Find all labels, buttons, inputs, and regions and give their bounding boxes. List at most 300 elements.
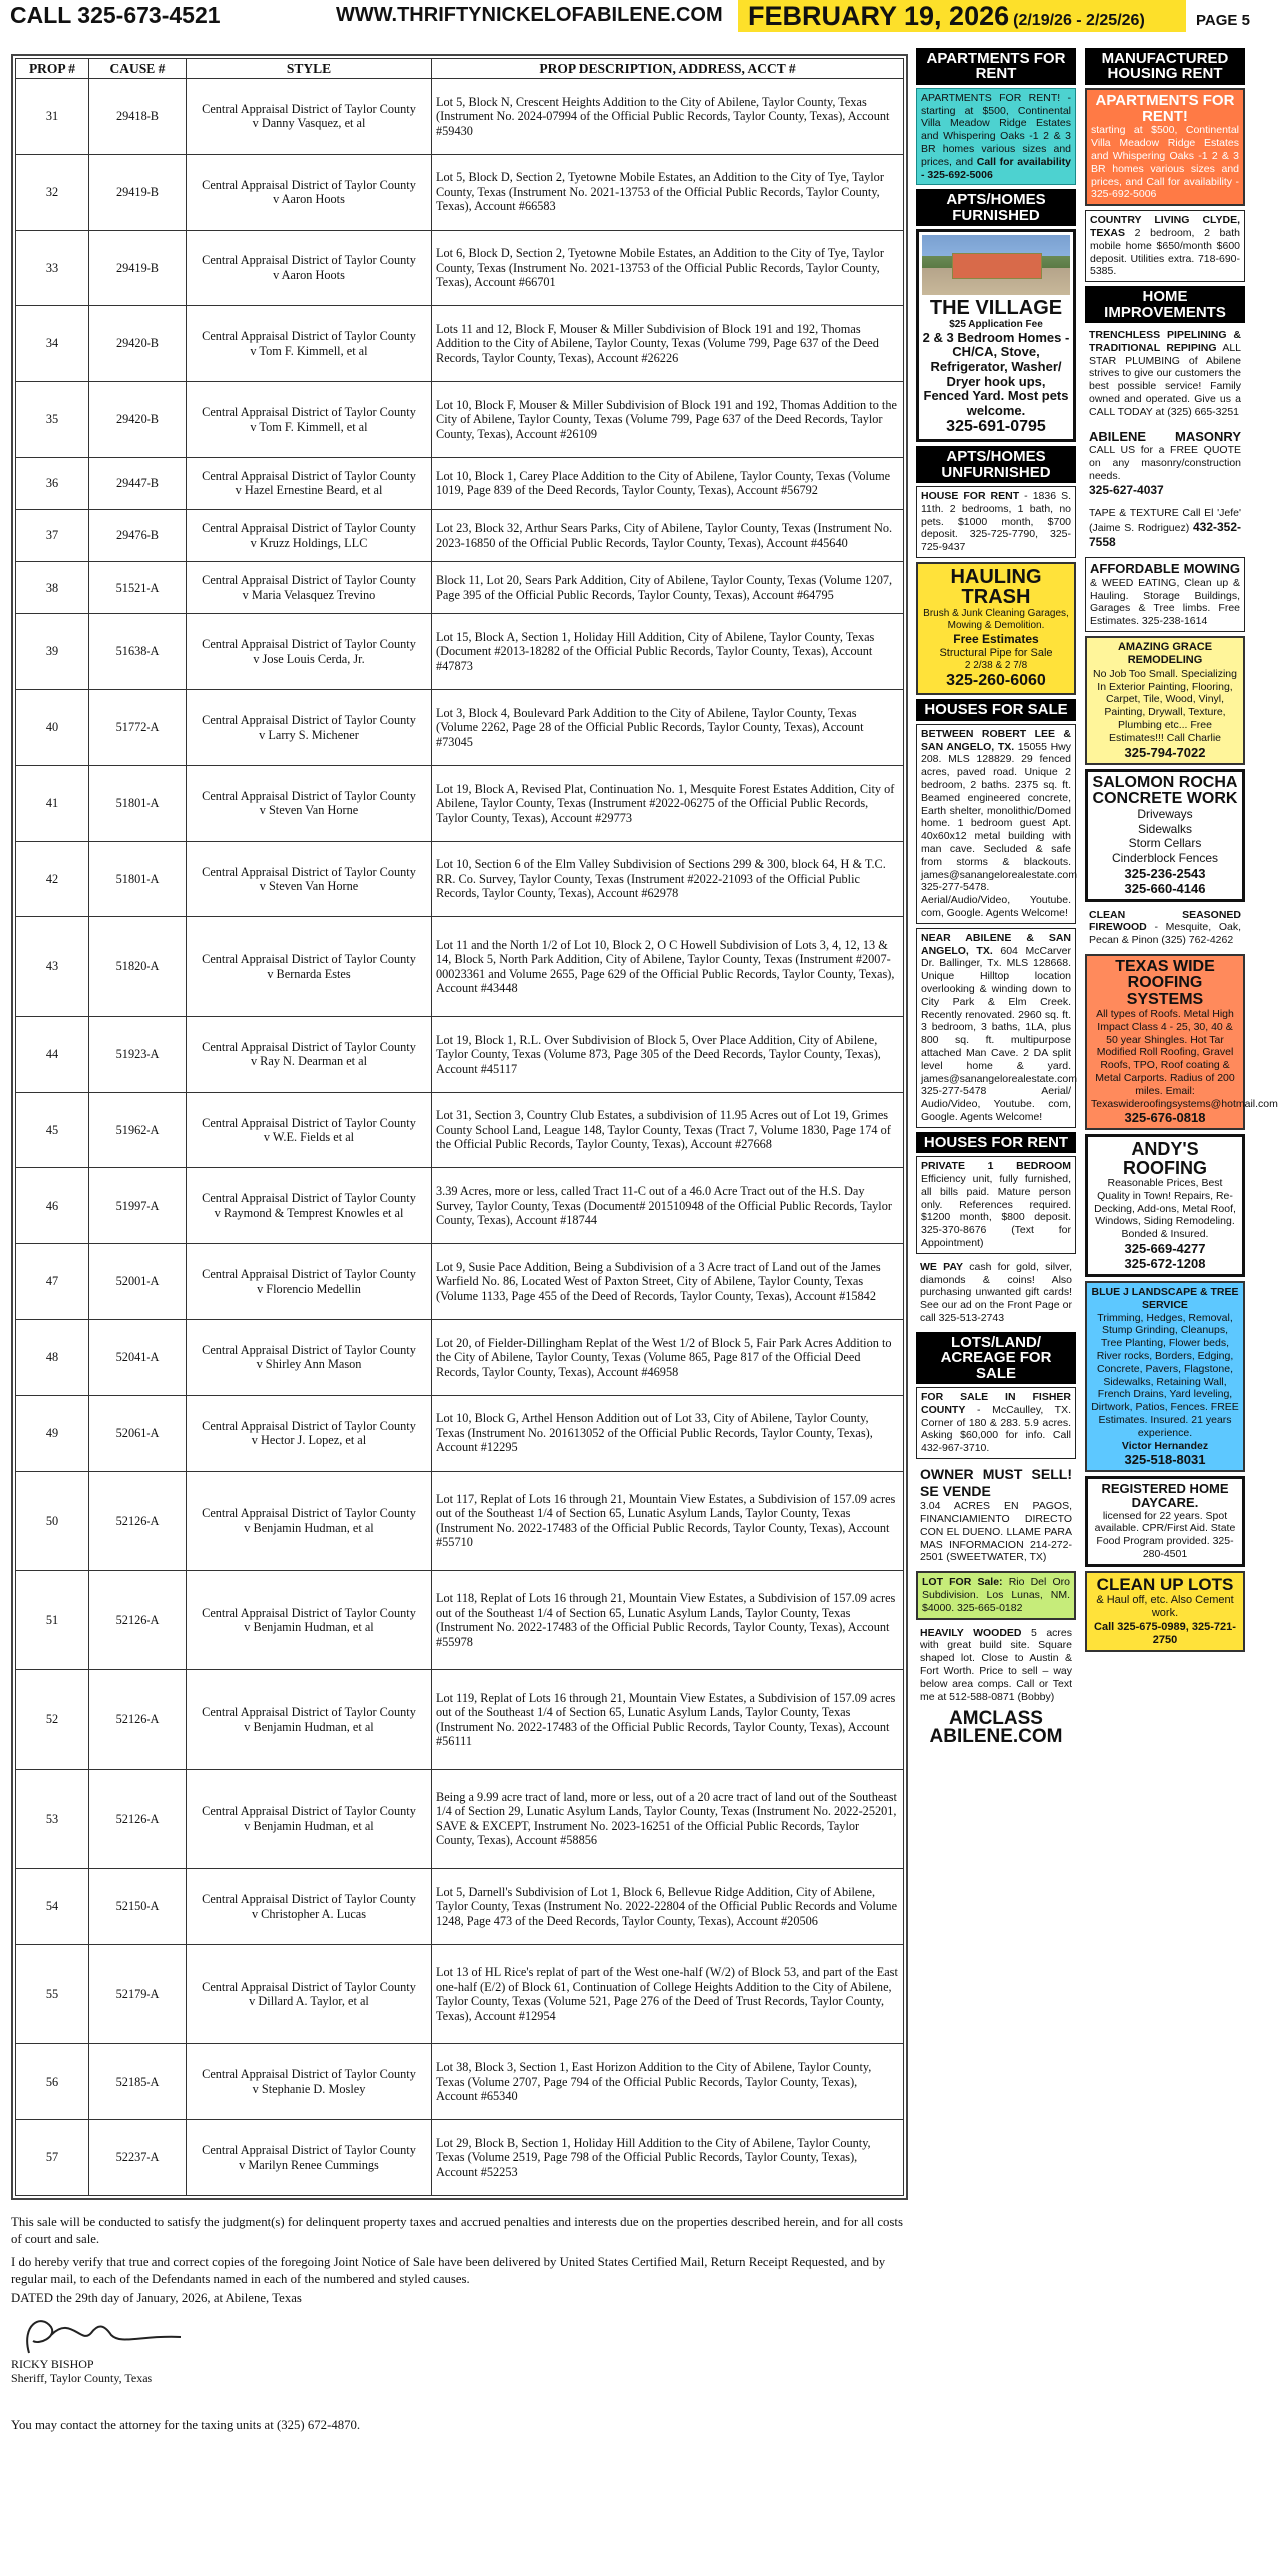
cause-number-cell: 51801-A bbox=[89, 841, 187, 917]
cause-number-cell: 51962-A bbox=[89, 1092, 187, 1168]
hauling-body: Brush & Junk Cleaning Garages, Mowing & Demolition. bbox=[923, 607, 1069, 632]
masonry-phone: 325-627-4037 bbox=[1089, 482, 1164, 497]
style-cell bbox=[187, 1016, 432, 1092]
cause-number-cell: 51638-A bbox=[89, 614, 187, 690]
style-line: v Aaron Hoots bbox=[273, 267, 345, 282]
firewood-ad[interactable] bbox=[1085, 906, 1245, 950]
roofing-title: TEXAS WIDE ROOFING SYSTEMS bbox=[1115, 958, 1215, 1008]
style-cell bbox=[187, 79, 432, 155]
daycare-title: REGISTERED HOME DAYCARE. bbox=[1101, 1481, 1229, 1511]
tape-texture-ad[interactable] bbox=[1085, 504, 1245, 552]
cause-number-cell: 51772-A bbox=[89, 690, 187, 766]
ad-text: 5 acres with great build site. Square shaped lot. Close to Austin & Fort Worth. Price to sell – way below area comps. Call or Text me at 512-588-0871 (Bobby) bbox=[920, 1626, 1072, 1703]
prop-number-cell: 41 bbox=[16, 765, 89, 841]
prop-number-cell: 50 bbox=[16, 1471, 89, 1570]
classifieds-column-2 bbox=[916, 48, 1076, 2558]
style-line: v Jose Louis Cerda, Jr. bbox=[253, 651, 365, 666]
style-cell bbox=[187, 614, 432, 690]
prop-number-cell: 49 bbox=[16, 1395, 89, 1471]
prop-number-cell: 48 bbox=[16, 1319, 89, 1395]
prop-number-cell: 51 bbox=[16, 1570, 89, 1669]
ad-text: licensed for 22 years. Spot available. CPR/First Aid. State Food Program provided. 325-280-4501 bbox=[1094, 1509, 1236, 1561]
prop-number-cell: 32 bbox=[16, 154, 89, 230]
prop-number-cell: 57 bbox=[16, 2120, 89, 2196]
lot-for-sale-ad[interactable] bbox=[916, 1571, 1076, 1619]
ad-bold-text: Call for availability - 325-692-5006 bbox=[921, 155, 1071, 181]
style-cell bbox=[187, 457, 432, 509]
style-line: Central Appraisal District of Taylor County bbox=[202, 329, 416, 344]
style-line: v Raymond & Temprest Knowles et al bbox=[214, 1205, 404, 1220]
style-line: Central Appraisal District of Taylor County bbox=[202, 573, 416, 588]
hauling-pipe: Structural Pipe for Sale bbox=[939, 646, 1053, 659]
style-cell bbox=[187, 230, 432, 306]
bluej-phone: 325-518-8031 bbox=[1124, 1452, 1206, 1468]
prop-number-cell: 37 bbox=[16, 510, 89, 562]
column-header: STYLE bbox=[187, 59, 432, 79]
style-line: Central Appraisal District of Taylor County bbox=[202, 468, 416, 483]
sheriff-name: RICKY BISHOP bbox=[11, 2357, 94, 2371]
table-row bbox=[16, 457, 904, 509]
bluej-title: BLUE J LANDSCAPE & TREE SERVICE bbox=[1091, 1286, 1239, 1311]
style-cell bbox=[187, 1168, 432, 1244]
ad-bold-text: NEAR ABILENE & SAN ANGELO, TX. bbox=[921, 931, 1071, 957]
style-line: Central Appraisal District of Taylor County bbox=[202, 1115, 416, 1130]
header-url[interactable]: WWW.THRIFTYNICKELOFABILENE.COM bbox=[336, 4, 723, 26]
style-cell bbox=[187, 1570, 432, 1669]
cause-number-cell: 52185-A bbox=[89, 2044, 187, 2120]
ad-bold-text: FOR SALE IN FISHER COUNTY bbox=[921, 1391, 1071, 1416]
table-row bbox=[16, 562, 904, 614]
owner-must-sell-ad[interactable] bbox=[916, 1463, 1076, 1567]
cause-number-cell: 52150-A bbox=[89, 1869, 187, 1945]
signature-block bbox=[11, 2357, 908, 2386]
table-row bbox=[16, 917, 904, 1016]
ad-text: Trimming, Hedges, Removal, Stump Grinding, Cleanups, Tree Planting, Flower beds, River rocks, Borders, Edging, Concrete, Pavers, Flagstone, Sidewalks, Retaining Wall, French Drains, Yard leveling, Dirtwork, Patios, Fences. FREE Estimates. Insured. 21 years experience. bbox=[1091, 1311, 1239, 1439]
salomon-phone: 325-660-4146 bbox=[1124, 880, 1206, 896]
style-line: Central Appraisal District of Taylor County bbox=[202, 1506, 416, 1521]
property-description-cell: Lot 5, Darnell's Subdivision of Lot 1, Block 6, Bellevue Ridge Addition, City of Abilene, Taylor County, Texas (Instrument No. 2022-22804 of the Official Public Records and Volume 1248, Page 473 of the Deed Records, Taylor County, Texas), Account #20506 bbox=[432, 1869, 904, 1945]
cause-number-cell: 29476-B bbox=[89, 510, 187, 562]
house-for-rent-ad[interactable] bbox=[916, 486, 1076, 558]
prop-number-cell: 42 bbox=[16, 841, 89, 917]
page-number: PAGE 5 bbox=[1196, 12, 1250, 29]
prop-number-cell: 33 bbox=[16, 230, 89, 306]
prop-number-cell: 34 bbox=[16, 306, 89, 382]
style-line: Central Appraisal District of Taylor County bbox=[202, 1342, 416, 1357]
column-header: CAUSE # bbox=[89, 59, 187, 79]
cause-number-cell: 29418-B bbox=[89, 79, 187, 155]
prop-number-cell: 31 bbox=[16, 79, 89, 155]
ad-text: 3.04 ACRES EN PAGOS, FINANCIAMIENTO DIRECTO CON EL DUENO. LLAME PARA MAS INFORMACION 214-272-2501 (SWEETWATER, TX) bbox=[920, 1500, 1072, 1564]
issue-date: FEBRUARY 19, 2026 bbox=[748, 1, 1010, 31]
style-line: Central Appraisal District of Taylor County bbox=[202, 1804, 416, 1819]
style-line: v Stephanie D. Mosley bbox=[252, 2081, 366, 2096]
manufactured-housing-ad[interactable] bbox=[1085, 88, 1245, 206]
ad-bold-text: PRIVATE 1 BEDROOM bbox=[921, 1160, 1071, 1173]
section-header-furnished: APTS/HOMES FURNISHED bbox=[916, 189, 1076, 226]
style-line: v Steven Van Horne bbox=[259, 879, 359, 894]
texas-wide-roofing-ad[interactable] bbox=[1085, 954, 1278, 1130]
prop-number-cell: 38 bbox=[16, 562, 89, 614]
salomon-service: Cinderblock Fences bbox=[1111, 851, 1219, 865]
cause-number-cell: 29419-B bbox=[89, 230, 187, 306]
ad-text: starting at $500, Continental Villa Meadow Ridge Estates and Whispering Oaks -1 2 & 3 BR homes various sizes and prices, and Call for availability - 325-692-5006 bbox=[1091, 124, 1239, 201]
table-row bbox=[16, 841, 904, 917]
abilene-masonry-ad[interactable] bbox=[1085, 426, 1245, 501]
style-line: v Dillard A. Taylor, et al bbox=[249, 1994, 369, 2009]
cause-number-cell: 51521-A bbox=[89, 562, 187, 614]
village-body: 2 & 3 Bedroom Homes - CH/CA, Stove, Refrigerator, Washer/ Dryer hook ups, Fenced Yard. Most pets welcome. bbox=[922, 329, 1070, 418]
ad-bold-text: ABILENE MASONRY bbox=[1089, 428, 1241, 444]
ad-text: & WEED EATING, Clean up & Hauling. Storage Buildings, Garages & Tree limbs. Free Estimates. 325-238-1614 bbox=[1090, 576, 1240, 628]
cleanup-phone: Call 325-675-0989, 325-721-2750 bbox=[1094, 1620, 1236, 1646]
style-line: v Benjamin Hudman, et al bbox=[244, 1719, 374, 1734]
property-description-cell: Lot 10, Section 6 of the Elm Valley Subdivision of Sections 299 & 300, block 64, H & T.C. RR. Co. Survey, Taylor County, Texas (Instrument #2022-21093 of the Official Public Records, Taylor County, Texas), Account #62978 bbox=[432, 841, 904, 917]
table-row bbox=[16, 79, 904, 155]
style-line: v Maria Velasquez Trevino bbox=[242, 587, 376, 602]
issue-date-range: (2/19/26 - 2/25/26) bbox=[1013, 12, 1145, 29]
table-row bbox=[16, 1869, 904, 1945]
section-header-home-improvements: HOME IMPROVEMENTS bbox=[1085, 286, 1245, 323]
prop-number-cell: 44 bbox=[16, 1016, 89, 1092]
property-description-cell: Lot 5, Block D, Section 2, Tyetowne Mobile Estates, an Addition to the City of Tye, Taylor County, Texas (Instrument No. 2021-13753 of the Official Public Records, Taylor County, Texas), Account #66583 bbox=[432, 154, 904, 230]
prop-number-cell: 39 bbox=[16, 614, 89, 690]
amazing-grace-ad[interactable] bbox=[1085, 636, 1245, 765]
property-description-cell: Being a 9.99 acre tract of land, more or less, out of a 20 acre tract of land out of the Southeast 1/4 of Section 29, Lunatic Asylum Lands, Taylor County, Texas (Instrument No. 2022-25201, SAVE & EXCEPT, Instrument No. 2023-16251 of the Official Public Records, Taylor County, Texas), Account #58856 bbox=[432, 1769, 904, 1868]
table-row bbox=[16, 1395, 904, 1471]
style-line: v Danny Vasquez, et al bbox=[252, 116, 366, 131]
fisher-county-ad[interactable] bbox=[916, 1387, 1076, 1459]
style-cell bbox=[187, 2120, 432, 2196]
hauling-title: HAULING TRASH bbox=[950, 566, 1042, 609]
style-line: Central Appraisal District of Taylor County bbox=[202, 1039, 416, 1054]
prop-number-cell: 54 bbox=[16, 1869, 89, 1945]
cause-number-cell: 29447-B bbox=[89, 457, 187, 509]
table-row bbox=[16, 1244, 904, 1320]
prop-number-cell: 36 bbox=[16, 457, 89, 509]
verification-statement: I do hereby verify that true and correct copies of the foregoing Joint Notice of Sale have been delivered by United States Certified Mail, Return Receipt Requested, and by regular mail, to each of the Defendants named in each of the numbered and styled causes. bbox=[11, 2255, 886, 2287]
prop-number-cell: 46 bbox=[16, 1168, 89, 1244]
salomon-service: Storm Cellars bbox=[1128, 836, 1202, 851]
andys-roofing-ad[interactable] bbox=[1085, 1134, 1245, 1277]
property-description-cell: Lot 13 of HL Rice's replat of part of the West one-half (W/2) of Block 53, and part of the East one-half (E/2) of Block 61, Continuation of College Heights Addition to the City of Abilene, Taylor County, Texas (Volume 521, Page 276 of the Deed of Trust Records, Taylor County, Texas), Account #12954 bbox=[432, 1944, 904, 2043]
ad-text: Reasonable Prices, Best Quality in Town! Repairs, Re-Decking, Add-ons, Metal Roof, Windows, Siding Remodeling. Bonded & Insured. bbox=[1094, 1177, 1236, 1241]
style-line: v Ray N. Dearman et al bbox=[250, 1054, 368, 1069]
section-header-apartments-for-rent: APARTMENTS FOR RENT bbox=[916, 48, 1076, 85]
andys-title: ANDY'S ROOFING bbox=[1123, 1139, 1207, 1178]
style-cell bbox=[187, 1869, 432, 1945]
style-cell bbox=[187, 1670, 432, 1769]
table-row bbox=[16, 1168, 904, 1244]
style-line: Central Appraisal District of Taylor County bbox=[202, 177, 416, 192]
style-line: Central Appraisal District of Taylor County bbox=[202, 864, 416, 879]
style-cell bbox=[187, 1319, 432, 1395]
grace-phone: 325-794-7022 bbox=[1124, 744, 1206, 760]
header-phone: CALL 325-673-4521 bbox=[10, 2, 221, 28]
style-cell bbox=[187, 841, 432, 917]
style-line: Central Appraisal District of Taylor County bbox=[202, 952, 416, 967]
table-row bbox=[16, 614, 904, 690]
ad-text: - McCaulley, TX. Corner of 180 & 283. 5.9 acres. Asking $60,000 for info. Call 432-967-3710. bbox=[921, 1403, 1071, 1455]
style-cell bbox=[187, 1092, 432, 1168]
table-row bbox=[16, 690, 904, 766]
cause-number-cell: 51820-A bbox=[89, 917, 187, 1016]
ad-bold-text: CLEAN SEASONED FIREWOOD bbox=[1089, 908, 1241, 934]
ad-text: 2 bedroom, 2 bath mobile home $650/month $600 deposit. Utilities extra. 718-690-5385. bbox=[1090, 226, 1240, 278]
style-line: Central Appraisal District of Taylor County bbox=[202, 2067, 416, 2082]
hauling-sizes: 2 2/38 & 2 7/8 bbox=[964, 660, 1028, 672]
cause-number-cell: 52126-A bbox=[89, 1769, 187, 1868]
ad-bold-text: AFFORDABLE MOWING bbox=[1090, 560, 1240, 576]
style-line: Central Appraisal District of Taylor County bbox=[202, 713, 416, 727]
sheriff-title: Sheriff, Taylor County, Texas bbox=[11, 2371, 153, 2386]
cause-number-cell: 51801-A bbox=[89, 765, 187, 841]
ad-text: CALL US for a FREE QUOTE on any masonry/construction needs. bbox=[1089, 444, 1241, 483]
page-header bbox=[0, 0, 1250, 34]
table-row bbox=[16, 154, 904, 230]
robert-lee-house-ad[interactable] bbox=[916, 724, 1076, 924]
property-description-cell: Lot 3, Block 4, Boulevard Park Addition to the City of Abilene, Taylor County, Texas (Volume 2262, Page 28 of the Official Public Records, Taylor County, Texas), Account #73045 bbox=[432, 690, 904, 766]
style-line: v Hazel Ernestine Beard, et al bbox=[235, 483, 383, 498]
ad-bold-text: LOT FOR Sale: bbox=[922, 1576, 1003, 1589]
style-line: v Bernarda Estes bbox=[267, 966, 351, 981]
cause-number-cell: 29419-B bbox=[89, 154, 187, 230]
style-line: v Hector J. Lopez, et al bbox=[251, 1433, 367, 1448]
table-row bbox=[16, 1944, 904, 2043]
cause-number-cell: 29420-B bbox=[89, 382, 187, 458]
classifieds-column-3 bbox=[1085, 48, 1278, 2558]
blue-j-landscape-ad[interactable] bbox=[1085, 1281, 1245, 1472]
style-line: v Marilyn Renee Cummings bbox=[239, 2157, 379, 2172]
style-line: v Kruzz Holdings, LLC bbox=[250, 535, 368, 550]
prop-number-cell: 45 bbox=[16, 1092, 89, 1168]
style-cell bbox=[187, 1944, 432, 2043]
style-line: Central Appraisal District of Taylor County bbox=[202, 637, 416, 652]
column-header: PROP # bbox=[16, 59, 89, 79]
salomon-rocha-ad[interactable] bbox=[1085, 769, 1245, 902]
amclass-logo[interactable]: AMCLASS ABILENE.COM bbox=[929, 1708, 1063, 1748]
ad-text: All types of Roofs. Metal High Impact Class 4 - 25, 30, 40 & 50 year Shingles. Hot Tar Modified Roll Roofing, Gravel Roofs, TPO, Roof coating & Metal Carports. Radius of 200 miles. Email: Texaswideroofingsystems@hotmail.com bbox=[1091, 1007, 1278, 1110]
style-cell bbox=[187, 690, 432, 766]
style-line: Central Appraisal District of Taylor County bbox=[202, 253, 416, 268]
property-description-cell: Lot 15, Block A, Section 1, Holiday Hill Addition, City of Abilene, Taylor County, Texas (Document #2013-18282 of the Official Public Records, Taylor County, Texas), Account #47873 bbox=[432, 614, 904, 690]
heavily-wooded-ad[interactable] bbox=[916, 1624, 1076, 1707]
property-description-cell: Lot 38, Block 3, Section 1, East Horizon Addition to the City of Abilene, Taylor County, Texas (Volume 2707, Page 794 of the Official Public Records, Taylor County, Texas), Account #65340 bbox=[432, 2044, 904, 2120]
property-description-cell: Lot 6, Block D, Section 2, Tyetowne Mobile Estates, an Addition to the City of Tye, Taylor County, Texas (Instrument No. 2021-13753 of the Official Public Records, Taylor County, Texas), Account #66701 bbox=[432, 230, 904, 306]
style-line: Central Appraisal District of Taylor County bbox=[202, 1705, 416, 1720]
village-phone: 325-691-0795 bbox=[946, 418, 1046, 436]
property-description-cell: Lot 119, Replat of Lots 16 through 21, Mountain View Estates, a Subdivision of 157.09 acres out of the Southeast 1/4 of Section 65, Lunatic Asylum Lands, Taylor County, Texas (Instrument No. 2022-17483 of the Official Public Records, Taylor County, Texas), Account #56111 bbox=[432, 1670, 904, 1769]
property-description-cell: Lot 11 and the North 1/2 of Lot 10, Block 2, O C Howell Subdivision of Lots 3, 4, 12, 13 & 14, Block 5, North Park Addition, City of Abilene, Taylor County, Texas (Instrument #2007-00023361 and Volume 2655, Page 629 of the Official Public Records, Taylor County, Texas), Account #43448 bbox=[432, 917, 904, 1016]
ad-text: Rio Del Oro Subdivision. Los Lunas, NM. $4000. 325-665-0182 bbox=[922, 1576, 1071, 1614]
table-row bbox=[16, 1471, 904, 1570]
property-description-cell: Lot 19, Block 1, R.L. Over Subdivision of Block 5, Over Place Addition, City of Abilene, Taylor County, Texas (Volume 873, Page 305 of the Deed Records, Taylor County, Texas), Account #45117 bbox=[432, 1016, 904, 1092]
style-cell bbox=[187, 1471, 432, 1570]
property-description-cell: Lot 23, Block 32, Arthur Sears Parks, City of Abilene, Taylor County, Texas (Instrument No. 2023-16850 of the Official Public Records, Taylor County, Texas), Account #45640 bbox=[432, 510, 904, 562]
ad-text: No Job Too Small. Specializing In Exterior Painting, Flooring, Carpet, Tile, Wood, Vinyl, Painting, Drywall, Texture, Plumbing etc... Free Estimates!!! Call Charlie bbox=[1093, 667, 1237, 744]
prop-number-cell: 43 bbox=[16, 917, 89, 1016]
table-row bbox=[16, 765, 904, 841]
hauling-phone: 325-260-6060 bbox=[946, 672, 1046, 690]
tape-phone: 432-352-7558 bbox=[1089, 520, 1242, 550]
style-cell bbox=[187, 382, 432, 458]
table-row bbox=[16, 382, 904, 458]
style-line: Central Appraisal District of Taylor County bbox=[202, 1191, 416, 1206]
prop-number-cell: 53 bbox=[16, 1769, 89, 1868]
section-header-lots-land: LOTS/LAND/ ACREAGE FOR SALE bbox=[916, 1332, 1076, 1384]
prop-number-cell: 40 bbox=[16, 690, 89, 766]
style-line: v Benjamin Hudman, et al bbox=[244, 1818, 374, 1833]
cause-number-cell: 52237-A bbox=[89, 2120, 187, 2196]
header-date-banner bbox=[738, 0, 1186, 32]
ad-text: - Mesquite, Oak, Pecan & Pinon (325) 762-4262 bbox=[1089, 921, 1241, 947]
hauling-free: Free Estimates bbox=[953, 632, 1039, 647]
style-line: Central Appraisal District of Taylor County bbox=[202, 1418, 416, 1433]
table-row bbox=[16, 1092, 904, 1168]
clean-up-lots-ad[interactable] bbox=[1085, 1571, 1245, 1652]
style-line: Central Appraisal District of Taylor County bbox=[202, 1267, 416, 1282]
style-line: v Larry S. Michener bbox=[259, 727, 359, 742]
sheriff-signature bbox=[11, 2305, 191, 2365]
property-description-cell: Lot 10, Block G, Arthel Henson Addition out of Lot 33, City of Abilene, Taylor County, Texas (Instrument No. 201613052 of the Official Public Records, Taylor County, Texas), Account #12295 bbox=[432, 1395, 904, 1471]
style-cell bbox=[187, 1769, 432, 1868]
property-description-cell: Lot 19, Block A, Revised Plat, Continuation No. 1, Mesquite Forest Estates Addition, City of Abilene, Taylor County, Texas (Instrument #2022-06275 of the Official Public Records, Taylor County, Texas), Account #29773 bbox=[432, 765, 904, 841]
property-description-cell: Lot 9, Susie Pace Addition, Being a Subdivision of a 3 Acre tract of Land out of the James Warfield No. 86, Located West of Paxton Street, City of Abilene, Taylor County, Texas (Volume 1133, Page 455 of the Deed of Records, Taylor County, Texas), Account #15842 bbox=[432, 1244, 904, 1320]
ad-bold-text: COUNTRY LIVING CLYDE, TEXAS bbox=[1090, 214, 1240, 239]
style-line: Central Appraisal District of Taylor County bbox=[202, 1605, 416, 1620]
style-line: v Tom F. Kimmell, et al bbox=[250, 419, 368, 434]
style-cell bbox=[187, 765, 432, 841]
prop-number-cell: 52 bbox=[16, 1670, 89, 1769]
andys-phone: 325-672-1208 bbox=[1124, 1256, 1206, 1272]
style-line: v Steven Van Horne bbox=[259, 803, 359, 818]
table-row bbox=[16, 1570, 904, 1669]
style-line: v Benjamin Hudman, et al bbox=[244, 1520, 374, 1535]
style-line: v W.E. Fields et al bbox=[263, 1130, 355, 1145]
section-header-manufactured-housing: MANUFACTURED HOUSING RENT bbox=[1085, 48, 1245, 85]
ad-bold-text: OWNER MUST SELL! SE VENDE bbox=[920, 1466, 1072, 1500]
sale-statement: This sale will be conducted to satisfy the judgment(s) for delinquent property taxes and accrued penalties and interests due on the properties described herein, and for all costs of court and sale. bbox=[11, 2215, 903, 2247]
salomon-phone: 325-236-2543 bbox=[1124, 865, 1206, 881]
table-row bbox=[16, 1016, 904, 1092]
attorney-contact: You may contact the attorney for the taxing units at (325) 672-4870. bbox=[11, 2418, 361, 2432]
style-line: Central Appraisal District of Taylor County bbox=[202, 2143, 416, 2158]
style-line: v Aaron Hoots bbox=[273, 192, 345, 207]
ad-text: cash for gold, silver, diamonds & coins! Also purchasing unwanted gift cards! See our ad on the Front Page or call 325-513-2743 bbox=[920, 1260, 1072, 1324]
ad-bold-text: WE PAY bbox=[920, 1260, 963, 1273]
property-description-cell: Lot 10, Block 1, Carey Place Addition to the City of Abilene, Taylor County, Texas (Volume 1019, Page 839 of the Deed Records, Taylor County, Texas), Account #56792 bbox=[432, 457, 904, 509]
near-abilene-house-ad[interactable] bbox=[916, 928, 1076, 1128]
style-line: v Tom F. Kimmell, et al bbox=[250, 343, 368, 358]
table-body bbox=[16, 79, 904, 2196]
cause-number-cell: 51997-A bbox=[89, 1168, 187, 1244]
roofing-phone: 325-676-0818 bbox=[1124, 1110, 1206, 1126]
property-description-cell: Lot 31, Section 3, Country Club Estates, a subdivision of 11.95 Acres out of Lot 19, Grimes County School Land, League 148, Taylor County, Texas (Tract 7, Volume 1830, Page 174 of the Official Public Records, Taylor County, Texas), Account #27668 bbox=[432, 1092, 904, 1168]
cause-number-cell: 52126-A bbox=[89, 1670, 187, 1769]
style-cell bbox=[187, 917, 432, 1016]
ad-text: TAPE & TEXTURE Call El 'Jefe' (Jaime S. Rodriguez) bbox=[1089, 507, 1241, 535]
village-title: THE VILLAGE bbox=[929, 297, 1063, 320]
apartments-for-rent-ad[interactable] bbox=[916, 88, 1076, 186]
table-row bbox=[16, 1319, 904, 1395]
table-row bbox=[16, 510, 904, 562]
style-line: Central Appraisal District of Taylor County bbox=[202, 788, 416, 803]
ad-text: - 1836 S. 11th. 2 bedrooms, 1 bath, no pets. $1000 month, $700 deposit. 325-725-7790, 325-725-9437 bbox=[921, 490, 1071, 554]
ad-bold-text: BETWEEN ROBERT LEE & SAN ANGELO, TX. bbox=[921, 727, 1071, 753]
hauling-trash-ad[interactable] bbox=[916, 562, 1076, 695]
ad-text: ALL STAR PLUMBING of Abilene strives to give our customers the best possible service! Family owned and operated. Give us a CALL TODAY at (325) 665-3251 bbox=[1089, 341, 1241, 418]
we-pay-ad[interactable] bbox=[916, 1258, 1076, 1328]
trenchless-pipelining-ad[interactable] bbox=[1085, 326, 1245, 422]
mfg-title: APARTMENTS FOR RENT! bbox=[1095, 91, 1235, 125]
property-description-cell: Lot 5, Block N, Crescent Heights Addition to the City of Abilene, Taylor County, Texas (Instrument No. 2024-07994 of the Official Public Records, Taylor County, Texas), Account #59430 bbox=[432, 79, 904, 155]
column-header: PROP DESCRIPTION, ADDRESS, ACCT # bbox=[432, 59, 904, 79]
private-bedroom-ad[interactable] bbox=[916, 1156, 1076, 1254]
style-cell bbox=[187, 510, 432, 562]
style-line: Central Appraisal District of Taylor County bbox=[202, 1892, 416, 1907]
cause-number-cell: 52061-A bbox=[89, 1395, 187, 1471]
property-description-cell: Lot 118, Replat of Lots 16 through 21, Mountain View Estates, a Subdivision of 157.09 acres out of the Southeast 1/4 of Section 65, Lunatic Asylum Lands, Taylor County, Texas (Instrument No. 2022-17483 of the Official Public Records, Taylor County, Texas), Account #55978 bbox=[432, 1570, 904, 1669]
style-line: v Shirley Ann Mason bbox=[256, 1357, 362, 1372]
dated-line: DATED the 29th day of January, 2026, at Abilene, Texas bbox=[11, 2291, 302, 2305]
property-description-cell: Lot 117, Replat of Lots 16 through 21, Mountain View Estates, a Subdivision of 157.09 acres out of the Southeast 1/4 of Section 65, Lunatic Asylum Lands, Taylor County, Texas (Instrument No. 2022-17483 of the Official Public Records, Taylor County, Texas), Account #55710 bbox=[432, 1471, 904, 1570]
andys-phone: 325-669-4277 bbox=[1124, 1241, 1206, 1257]
table-row bbox=[16, 2120, 904, 2196]
salomon-title: SALOMON ROCHA CONCRETE WORK bbox=[1092, 773, 1238, 807]
country-living-ad[interactable] bbox=[1085, 210, 1245, 282]
table-row bbox=[16, 2044, 904, 2120]
ad-bold-text: HOUSE FOR RENT bbox=[921, 490, 1020, 503]
cleanup-title: CLEAN UP LOTS bbox=[1096, 1574, 1234, 1594]
prop-number-cell: 35 bbox=[16, 382, 89, 458]
village-photo bbox=[922, 235, 1070, 295]
property-description-cell: Lot 20, of Fielder-Dillingham Replat of the West 1/2 of Block 5, Fair Park Acres Addition to the City of Abilene, Taylor County, Texas (Volume 865, Page 817 of the Official Deed Records, Taylor County, Texas), Account #46958 bbox=[432, 1319, 904, 1395]
property-description-cell: 3.39 Acres, more or less, called Tract 11-C out of a 46.0 Acre Tract out of the H.S. Day Survey, Taylor County, Texas (Document# 201510948 of the Official Public Records, Taylor County, Texas), Account #18744 bbox=[432, 1168, 904, 1244]
ad-text: Efficiency unit, fully furnished, all bills paid. Mature person only. References required. $1200 month, $800 deposit. 325-370-8676 (Text for Appointment) bbox=[921, 1173, 1071, 1249]
style-cell bbox=[187, 1244, 432, 1320]
the-village-ad[interactable] bbox=[916, 229, 1076, 442]
home-daycare-ad[interactable] bbox=[1085, 1476, 1245, 1566]
style-cell bbox=[187, 154, 432, 230]
village-fee: $25 Application Fee bbox=[949, 318, 1043, 330]
table-row bbox=[16, 1769, 904, 1868]
affordable-mowing-ad[interactable] bbox=[1085, 557, 1245, 632]
cause-number-cell: 51923-A bbox=[89, 1016, 187, 1092]
ad-text: APARTMENTS FOR RENT! - starting at $500, Continental Villa Meadow Ridge Estates and Whispering Oaks -1 2 & 3 BR homes various sizes and prices, and bbox=[921, 91, 1071, 168]
ad-bold-text: TRENCHLESS PIPELINING & TRADITIONAL REPIPING bbox=[1089, 329, 1241, 354]
cause-number-cell: 29420-B bbox=[89, 306, 187, 382]
property-description-cell: Block 11, Lot 20, Sears Park Addition, City of Abilene, Taylor County, Texas (Volume 1207, Page 395 of the Official Public Records, Taylor County, Texas), Account #64795 bbox=[432, 562, 904, 614]
prop-number-cell: 55 bbox=[16, 1944, 89, 2043]
salomon-service: Sidewalks bbox=[1137, 821, 1193, 836]
style-line: Central Appraisal District of Taylor County bbox=[202, 521, 416, 536]
property-description-cell: Lot 29, Block B, Section 1, Holiday Hill Addition to the City of Abilene, Taylor County, Texas (Volume 2519, Page 798 of the Official Public Records, Taylor County, Texas), Account #52253 bbox=[432, 2120, 904, 2196]
table-row bbox=[16, 230, 904, 306]
style-line: Central Appraisal District of Taylor County bbox=[202, 1979, 416, 1994]
tax-sale-notice-table bbox=[11, 54, 908, 2200]
section-header-unfurnished: APTS/HOMES UNFURNISHED bbox=[916, 446, 1076, 483]
property-description-cell: Lot 10, Block F, Mouser & Miller Subdivision of Block 191 and 192, Thomas Addition to the City of Abilene, Taylor County, Texas (Volume 799, Page 637 of the Deed Records, Taylor County, Texas), Account #26109 bbox=[432, 382, 904, 458]
cause-number-cell: 52126-A bbox=[89, 1471, 187, 1570]
grace-title: AMAZING GRACE REMODELING bbox=[1117, 640, 1213, 667]
cause-number-cell: 52179-A bbox=[89, 1944, 187, 2043]
ad-bold-text: HEAVILY WOODED bbox=[920, 1626, 1022, 1639]
style-cell bbox=[187, 562, 432, 614]
section-header-houses-for-sale: HOUSES FOR SALE bbox=[916, 699, 1076, 720]
section-header-houses-for-rent: HOUSES FOR RENT bbox=[916, 1132, 1076, 1153]
ad-text: 15055 Hwy 208. MLS 128829. 29 fenced acres, paved road. Unique 2 bedroom, 2 baths. 2375 sq. ft. Beamed engineered concrete, Earth shelter, monolithic/Domed home. 1 bedroom guest Apt. 40x60x12 metal building with man cave. Secluded & safe from storms & blackouts. james@sanangelorealestate.com 325-277-5478. Aerial/Audio/Video, Youtube. com, Google. Agents Welcome! bbox=[921, 740, 1077, 920]
cause-number-cell: 52001-A bbox=[89, 1244, 187, 1320]
